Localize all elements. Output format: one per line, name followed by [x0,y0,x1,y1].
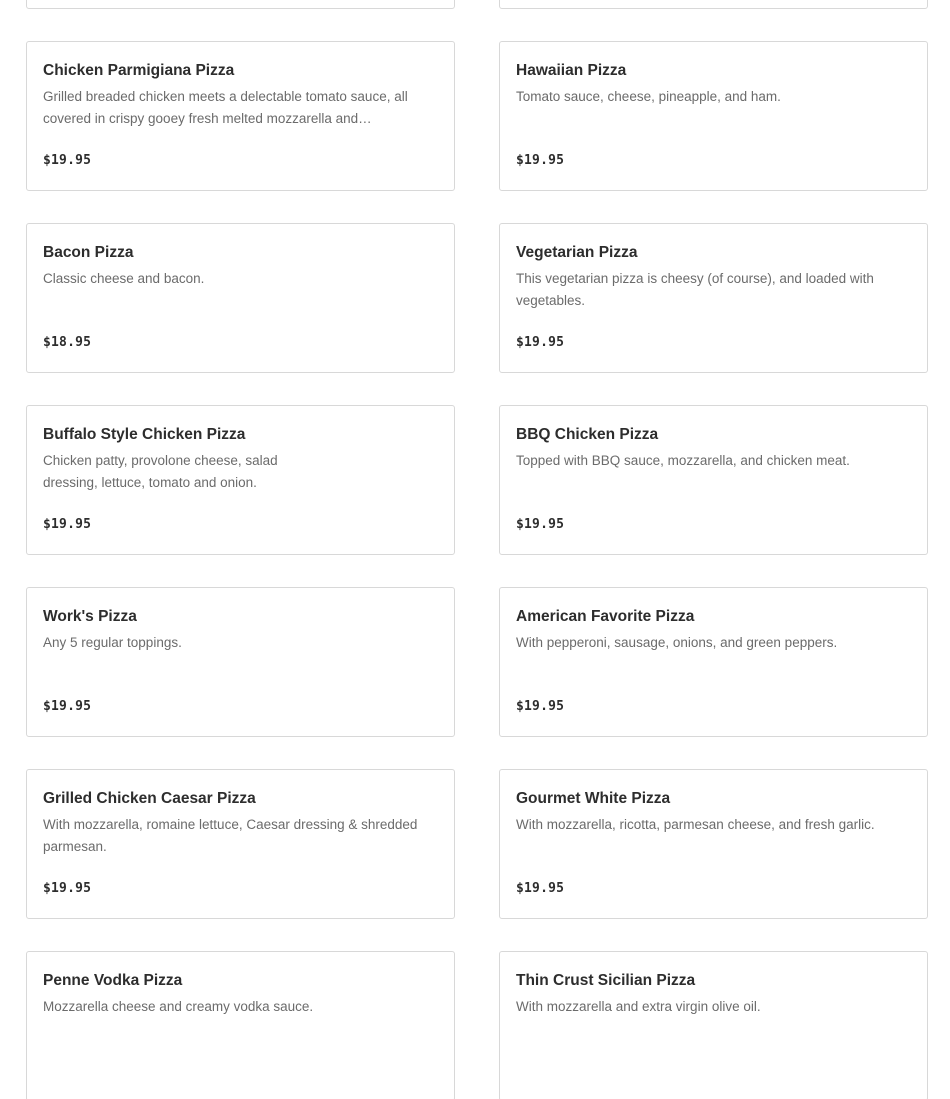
menu-item-card[interactable] [26,951,455,1099]
menu-item-description: Classic cheese and bacon. [43,271,205,286]
menu-item-name: BBQ Chicken Pizza [516,426,659,443]
menu-item-price: $19.95 [516,153,565,168]
menu-item-description: Chicken patty, provolone cheese, salad dressing, lettuce, tomato and onion. [43,453,278,490]
menu-item-description: Mozzarella cheese and creamy vodka sauce. [43,999,314,1014]
menu-item-card[interactable] [499,769,928,919]
menu-item-name: Grilled Chicken Caesar Pizza [43,790,256,807]
menu-item-card[interactable] [499,587,928,737]
menu-item-grid [26,0,928,1099]
menu-item-description: With pepperoni, sausage, onions, and green peppers. [516,635,838,650]
menu-item-card[interactable] [26,405,455,555]
menu-item-name: Bacon Pizza [43,244,134,261]
menu-item-price: $19.95 [516,881,565,896]
menu-item-name: Work's Pizza [43,608,137,625]
menu-item-description: With mozzarella, ricotta, parmesan cheese, and fresh garlic. [516,817,875,832]
menu-item-price: $19.95 [516,699,565,714]
menu-item-price: $19.95 [43,881,92,896]
menu-item-card[interactable] [26,0,455,9]
menu-item-card[interactable] [499,41,928,191]
menu-item-price: $19.95 [43,517,92,532]
menu-item-card[interactable] [499,0,928,9]
menu-item-description: Topped with BBQ sauce, mozzarella, and chicken meat. [516,453,850,468]
menu-item-price: $19.95 [43,699,92,714]
menu-item-card[interactable] [499,951,928,1099]
menu-item-price: $19.95 [516,517,565,532]
menu-item-description: Tomato sauce, cheese, pineapple, and ham. [516,89,781,104]
menu-item-name: Chicken Parmigiana Pizza [43,62,235,79]
menu-item-price: $19.95 [516,335,565,350]
menu-item-card[interactable] [26,587,455,737]
menu-item-card[interactable] [499,223,928,373]
menu-item-price: $18.95 [43,335,92,350]
menu-item-name: Vegetarian Pizza [516,244,638,261]
menu-item-name: Gourmet White Pizza [516,790,671,807]
menu-item-card[interactable] [499,405,928,555]
menu-item-description: With mozzarella and extra virgin olive oil. [516,999,761,1014]
menu-item-description: With mozzarella, romaine lettuce, Caesar dressing & shredded parmesan. [43,817,418,854]
menu-item-name: Hawaiian Pizza [516,62,627,79]
menu-item-description: Grilled breaded chicken meets a delectable tomato sauce, all covered in crispy gooey fresh melted mozzarella and… [43,89,408,126]
menu-item-card[interactable] [26,223,455,373]
menu-item-description: This vegetarian pizza is cheesy (of course), and loaded with vegetables. [516,271,874,308]
menu-item-price: $19.95 [43,153,92,168]
menu-item-name: American Favorite Pizza [516,608,695,625]
menu-item-name: Penne Vodka Pizza [43,972,183,989]
menu-item-description: Any 5 regular toppings. [43,635,182,650]
menu-item-card[interactable] [26,41,455,191]
menu-item-name: Thin Crust Sicilian Pizza [516,972,696,989]
menu-item-name: Buffalo Style Chicken Pizza [43,426,246,443]
menu-item-card[interactable] [26,769,455,919]
